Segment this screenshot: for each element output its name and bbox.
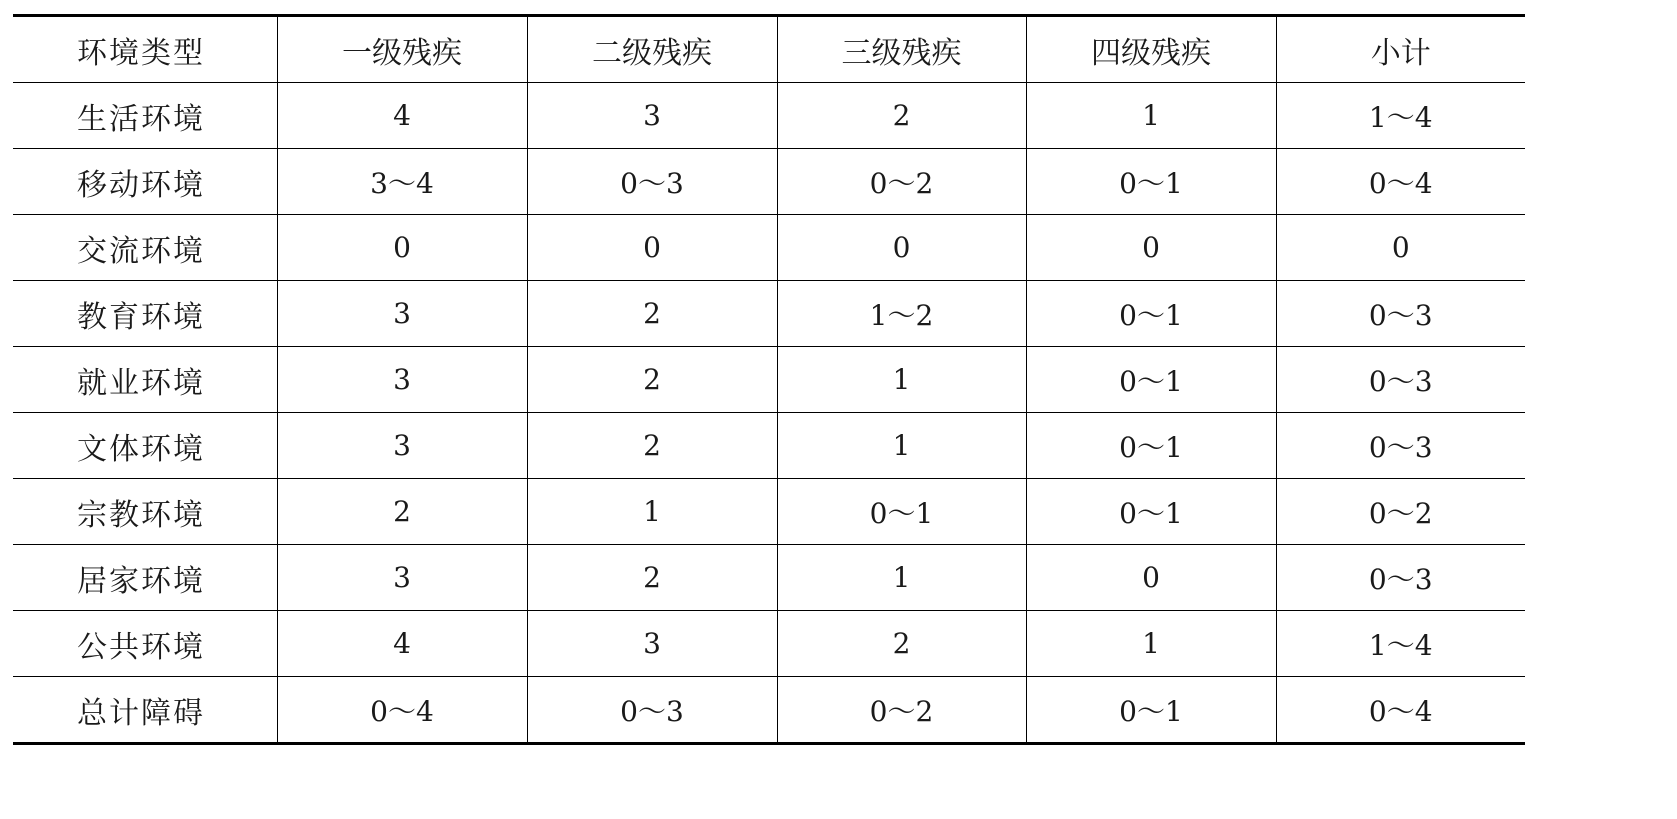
- row-label: 教育环境: [13, 281, 277, 347]
- table-row: [13, 347, 1525, 413]
- table-row: [13, 281, 1525, 347]
- table-cell: 3: [277, 347, 527, 413]
- table-cell: 3: [277, 413, 527, 479]
- row-label: 移动环境: [13, 149, 277, 215]
- table-cell: 3～4: [277, 149, 527, 215]
- table-cell: 0: [777, 215, 1026, 281]
- table-cell: 0～1: [1026, 413, 1276, 479]
- table-cell: 1: [1026, 611, 1276, 677]
- table-cell: 0～3: [1276, 347, 1525, 413]
- table-cell: 3: [527, 611, 777, 677]
- table-cell: 0: [527, 215, 777, 281]
- table-cell: 1: [777, 545, 1026, 611]
- disability-environment-table: [13, 14, 1525, 745]
- table-cell: 0～1: [1026, 347, 1276, 413]
- row-label: 就业环境: [13, 347, 277, 413]
- table-cell: 0～3: [1276, 413, 1525, 479]
- table-row: [13, 149, 1525, 215]
- table-cell: 0～3: [1276, 281, 1525, 347]
- table-cell: 0～3: [1276, 545, 1525, 611]
- table-cell: 0～3: [527, 149, 777, 215]
- table-cell: 0: [1276, 215, 1525, 281]
- table-cell: 0～2: [1276, 479, 1525, 545]
- table-cell: 0: [1026, 215, 1276, 281]
- header-level-3: 三级残疾: [777, 16, 1026, 83]
- table-cell: 2: [527, 545, 777, 611]
- table-cell: 1～4: [1276, 611, 1525, 677]
- table-cell: 0～4: [277, 677, 527, 744]
- table-cell: 0～1: [1026, 677, 1276, 744]
- table-cell: 1: [777, 413, 1026, 479]
- table-cell: 0: [277, 215, 527, 281]
- table-cell: 0: [1026, 545, 1276, 611]
- table-row: [13, 83, 1525, 149]
- table-cell: 1～2: [777, 281, 1026, 347]
- table-cell: 0～1: [1026, 479, 1276, 545]
- table-cell: 1～4: [1276, 83, 1525, 149]
- header-level-4: 四级残疾: [1026, 16, 1276, 83]
- table-cell: 0～2: [777, 677, 1026, 744]
- table-row: [13, 479, 1525, 545]
- table-cell: 2: [527, 281, 777, 347]
- table-cell: 3: [277, 545, 527, 611]
- table-cell: 3: [527, 83, 777, 149]
- table-cell: 0～1: [1026, 281, 1276, 347]
- table-cell: 2: [527, 413, 777, 479]
- table-cell: 0～1: [777, 479, 1026, 545]
- header-level-2: 二级残疾: [527, 16, 777, 83]
- row-label: 宗教环境: [13, 479, 277, 545]
- table-cell: 2: [777, 611, 1026, 677]
- table-row: [13, 413, 1525, 479]
- table-cell: 0～4: [1276, 149, 1525, 215]
- row-label: 公共环境: [13, 611, 277, 677]
- header-subtotal: 小计: [1276, 16, 1525, 83]
- table-cell: 0～3: [527, 677, 777, 744]
- table-cell: 0～4: [1276, 677, 1525, 744]
- table-cell: 1: [1026, 83, 1276, 149]
- row-label: 居家环境: [13, 545, 277, 611]
- row-label: 总计障碍: [13, 677, 277, 744]
- header-level-1: 一级残疾: [277, 16, 527, 83]
- table-cell: 2: [277, 479, 527, 545]
- table-row: [13, 215, 1525, 281]
- disability-environment-table-container: [13, 14, 1525, 745]
- table-cell: 4: [277, 611, 527, 677]
- table-row-total: [13, 677, 1525, 744]
- table-cell: 2: [777, 83, 1026, 149]
- table-row: [13, 545, 1525, 611]
- table-row: [13, 611, 1525, 677]
- table-cell: 3: [277, 281, 527, 347]
- header-environment-type: 环境类型: [13, 16, 277, 83]
- row-label: 文体环境: [13, 413, 277, 479]
- table-cell: 0～1: [1026, 149, 1276, 215]
- table-cell: 4: [277, 83, 527, 149]
- table-cell: 1: [777, 347, 1026, 413]
- table-cell: 2: [527, 347, 777, 413]
- row-label: 交流环境: [13, 215, 277, 281]
- table-cell: 1: [527, 479, 777, 545]
- table-header-row: [13, 16, 1525, 83]
- table-cell: 0～2: [777, 149, 1026, 215]
- row-label: 生活环境: [13, 83, 277, 149]
